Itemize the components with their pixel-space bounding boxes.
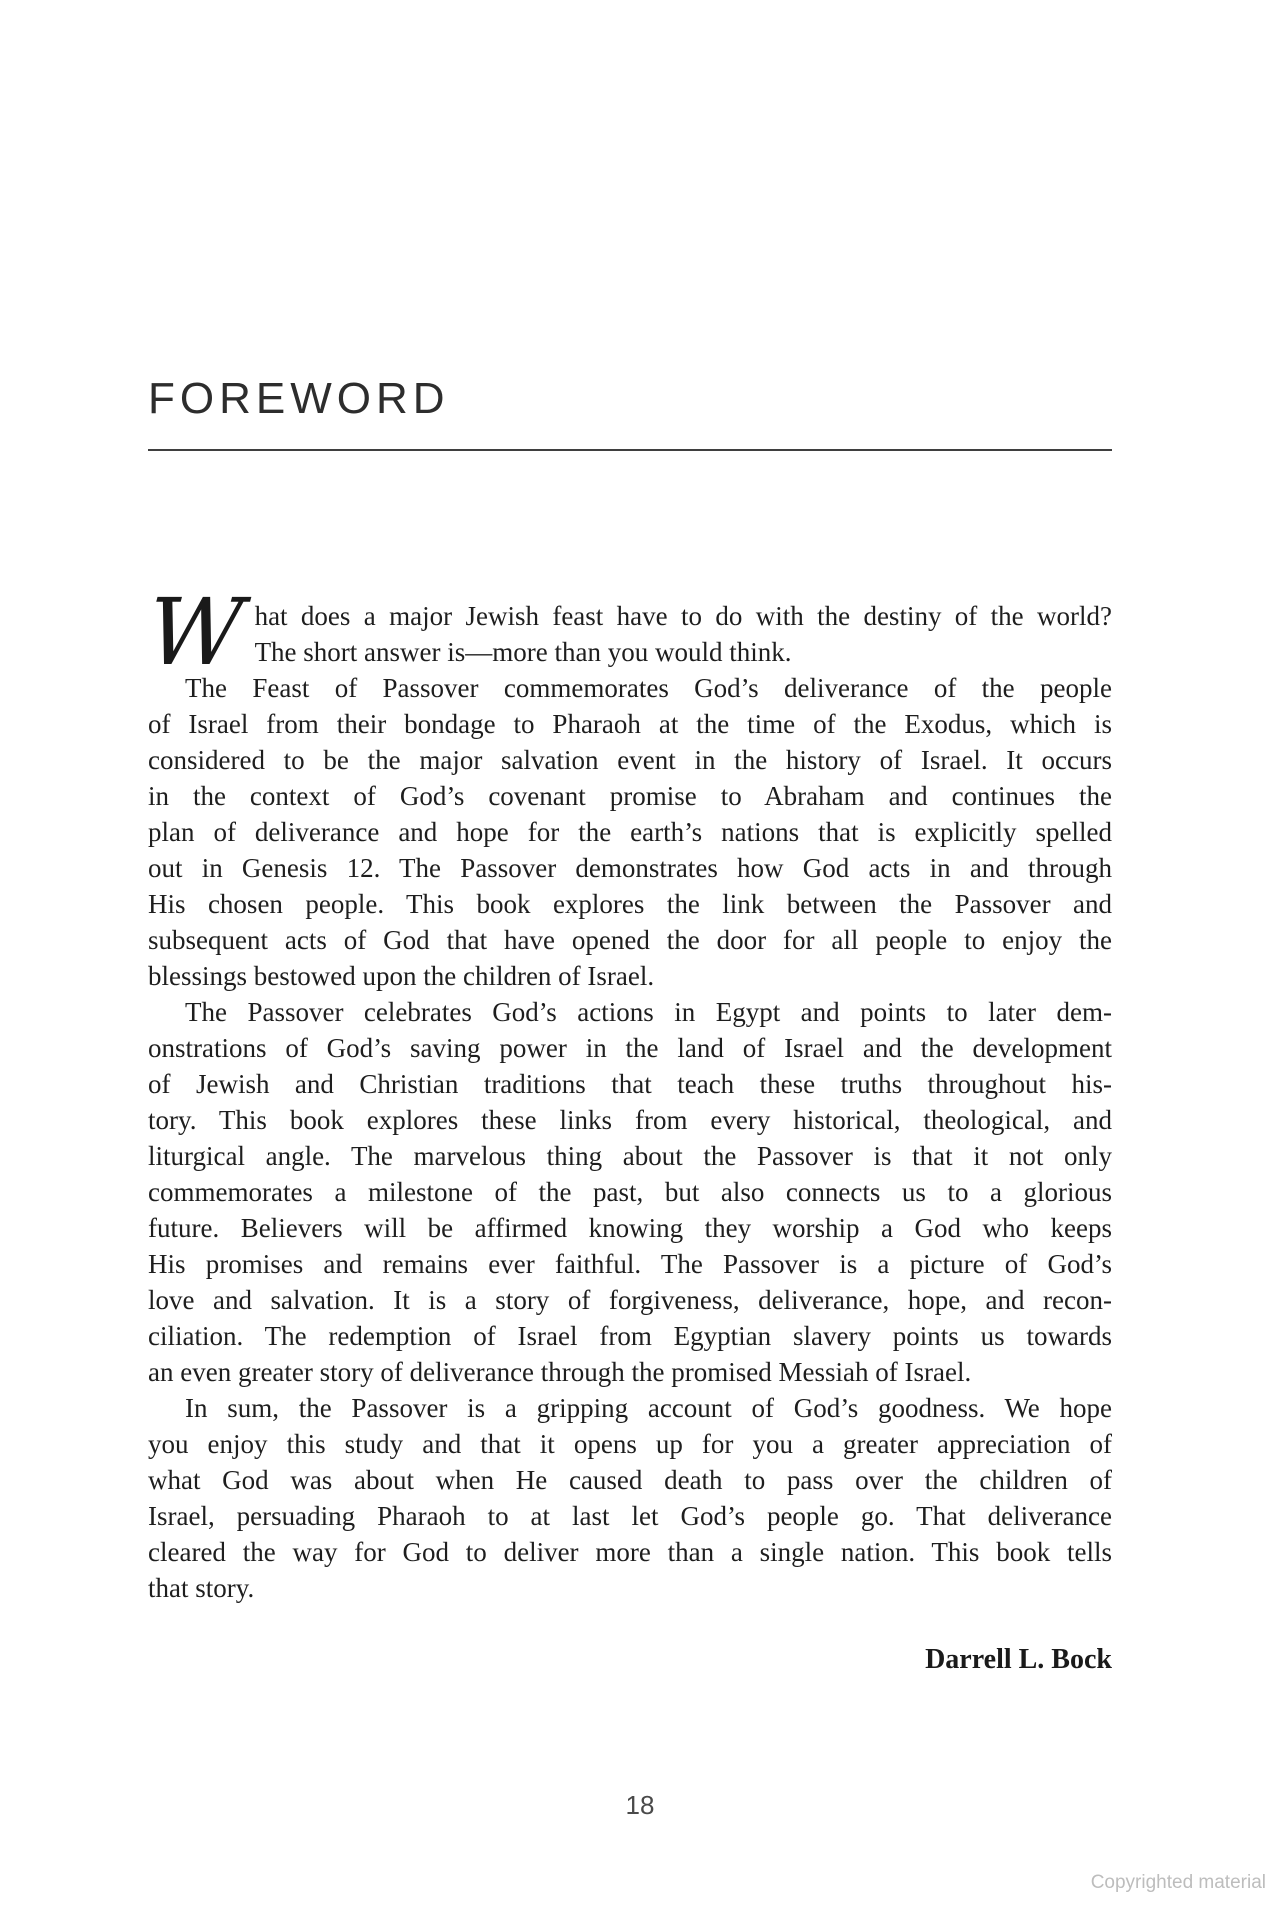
body-text <box>144 579 1112 1676</box>
text-line: The short answer is—more than you would think. <box>254 637 792 667</box>
text-line: hat does a major Jewish feast have to do with the destiny of the world? <box>254 601 1112 631</box>
paragraph <box>144 579 1112 686</box>
text-line: Israel, persuading Pharaoh to at last let God’s people go. That deliverance <box>148 1501 1112 1531</box>
text-line: The Passover celebrates God’s actions in Egypt and points to later dem- <box>185 997 1112 1027</box>
text-line: in the context of God’s covenant promise to Abraham and continues the <box>148 781 1112 811</box>
text-line: His promises and remains ever faithful. The Passover is a picture of God’s <box>148 1249 1112 1279</box>
text-line: liturgical angle. The marvelous thing about the Passover is that it not only <box>148 1141 1112 1171</box>
text-line: love and salvation. It is a story of forgiveness, deliverance, hope, and recon- <box>148 1285 1112 1315</box>
text-line: plan of deliverance and hope for the earth’s nations that is explicitly spelled <box>148 817 1112 847</box>
text-line: you enjoy this study and that it opens up for you a greater appreciation of <box>148 1429 1112 1459</box>
text-line: out in Genesis 12. The Passover demonstrates how God acts in and through <box>148 853 1112 883</box>
chapter-heading: FOREWORD <box>148 374 450 423</box>
paragraph <box>148 994 1112 1390</box>
text-line: an even greater story of deliverance through the promised Messiah of Israel. <box>148 1357 972 1387</box>
text-line: tory. This book explores these links from every historical, theological, and <box>148 1105 1112 1135</box>
text-line: ciliation. The redemption of Israel from Egyptian slavery points us towards <box>148 1321 1112 1351</box>
text-line: that story. <box>148 1573 255 1603</box>
page-number: 18 <box>625 1790 655 1820</box>
paragraph <box>148 1390 1112 1606</box>
copyright-watermark: Copyrighted material <box>1090 1872 1266 1893</box>
text-line: future. Believers will be affirmed knowing they worship a God who keeps <box>148 1213 1112 1243</box>
text-line: considered to be the major salvation event in the history of Israel. It occurs <box>148 745 1112 775</box>
text-line: of Jewish and Christian traditions that teach these truths throughout his- <box>148 1069 1112 1099</box>
paragraph <box>148 670 1112 994</box>
text-line: what God was about when He caused death to pass over the children of <box>148 1465 1112 1495</box>
text-line: of Israel from their bondage to Pharaoh at the time of the Exodus, which is <box>148 709 1112 739</box>
text-line: onstrations of God’s saving power in the land of Israel and the development <box>148 1033 1112 1063</box>
author-signature: Darrell L. Bock <box>925 1644 1112 1675</box>
text-line: commemorates a milestone of the past, but also connects us to a glorious <box>148 1177 1112 1207</box>
heading-rule <box>148 449 1112 451</box>
text-line: subsequent acts of God that have opened the door for all people to enjoy the <box>148 925 1112 955</box>
text-line: In sum, the Passover is a gripping account of God’s goodness. We hope <box>185 1393 1112 1423</box>
text-line: His chosen people. This book explores the link between the Passover and <box>148 889 1112 919</box>
text-line: blessings bestowed upon the children of Israel. <box>148 961 655 991</box>
text-line: The Feast of Passover commemorates God’s deliverance of the people <box>185 673 1112 703</box>
text-line: cleared the way for God to deliver more than a single nation. This book tells <box>148 1537 1112 1567</box>
drop-cap: W <box>144 579 247 686</box>
